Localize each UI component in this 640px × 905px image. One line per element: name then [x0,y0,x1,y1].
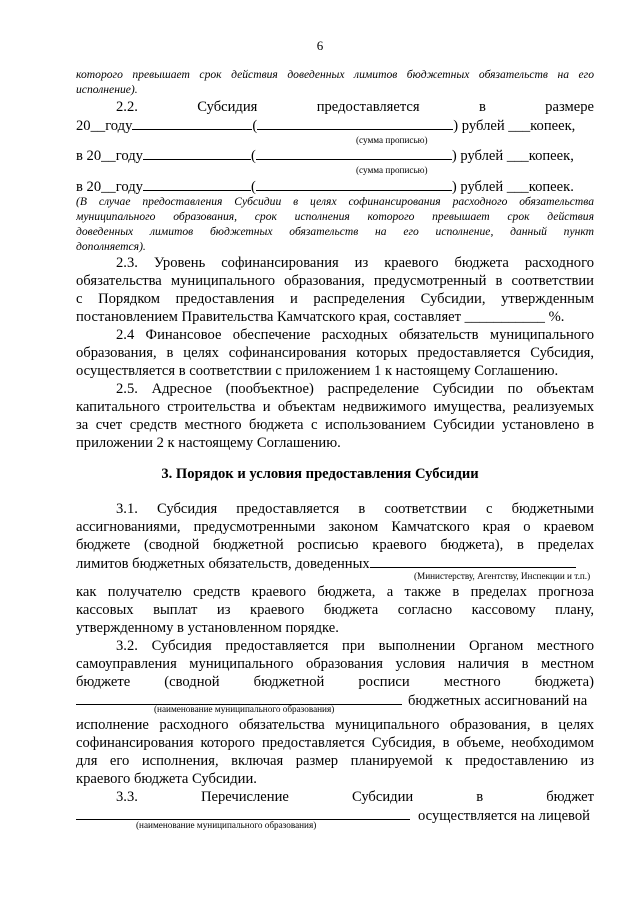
note-line-2: муниципального образования, срок исполнения которого превышает срок действия [76,210,594,223]
rub-kop: ) рублей ___копеек, [453,118,576,134]
amount-blank [132,116,252,130]
mo-caption-2: (наименование муниципального образования) [136,820,317,830]
assign-text: бюджетных ассигнований на [408,693,588,709]
ministry-caption: (Министерству, Агентству, Инспекции и т.п.) [414,571,591,581]
year-label: 20__году [76,118,133,134]
para-3-1-line-5: как получателю средств краевого бюджета, а также в пределах прогноза [76,584,594,600]
paren-open: ( [250,179,256,195]
note-line-3: доведенных лимитов бюджетных обязательств на его исполнение, данный пункт [76,225,594,238]
page-number: 6 [316,38,324,53]
note-line-4: дополняется). [76,240,146,253]
para-3-1-line-2: ассигнованиями, предусмотренными законом Камчатского края о краевом [76,519,594,535]
para-3-2-line-6: софинансирования которого предоставляется Субсидия, в объеме, необходимом [76,735,594,751]
paren-open: ( [252,118,258,134]
para-2-3-line-4: постановлением Правительства Камчатского края, составляет ___________ %. [76,309,565,325]
para-3-2-line-3: бюджете (сводной бюджетной росписи местного бюджета) [76,674,594,690]
limits-text: лимитов бюджетных обязательств, доведенных [76,556,370,572]
italic-line-1: которого превышает срок действия доведенных лимитов бюджетных обязательств на его [76,68,594,81]
para-2-3-line-2: обязательства муниципального образования, предусмотренный в соответствии [76,273,594,289]
para-2-4-line-1: 2.4 Финансовое обеспечение расходных обязательств муниципального [116,327,594,343]
year-label: в 20__году [76,148,143,164]
ministry-blank [370,554,576,568]
para-2-5-line-3: за счет средств местного бюджета с использованием Субсидии установлено в [76,417,594,433]
sum-caption-1: (сумма прописью) [356,135,428,145]
sum-words-blank [256,177,452,191]
mo-blank [76,691,402,705]
sum-words-blank [257,116,453,130]
paren-open: ( [250,148,256,164]
para-3-1-line-6: кассовых выплат из краевого бюджета согласно кассовому плану, [76,602,594,618]
section-3-heading: 3. Порядок и условия предоставления Субсидии [161,466,479,482]
para-2-5-line-2: капитального строительства и объектам недвижимого имущества, реализуемых [76,399,594,415]
sum-caption-2: (сумма прописью) [356,165,428,175]
amount-blank [143,146,251,160]
mo-blank-2 [76,806,410,820]
para-3-1-line-3: бюджете (сводной бюджетной росписью краевого бюджета), в пределах [76,537,594,553]
para-3-2-line-5: исполнение расходного обязательства муниципального образования, в целях [76,717,594,733]
para-2-5-line-4: приложении 2 к настоящему Соглашению. [76,435,341,451]
para-3-2-line-8: краевого бюджета Субсидии. [76,771,257,787]
rub-kop: ) рублей ___копеек, [451,148,574,164]
para-3-2-line-7: для его исполнения, включая размер планируемой к предоставлению из [76,753,594,769]
para-2-3-line-3: с Порядком предоставления и распределения Субсидии, утвержденным [76,291,594,307]
para-3-1-line-7: утвержденному в установленном порядке. [76,620,339,636]
para-2-4-line-2: образования, в целях софинансирования которых предоставляется Субсидия, [76,345,594,361]
amount-blank [143,177,251,191]
para-3-1-line-1: 3.1. Субсидия предоставляется в соответствии с бюджетными [116,501,594,517]
rub-kop: ) рублей ___копеек. [451,179,574,195]
note-line-1: (В случае предоставления Субсидии в целях софинансирования расходного обязательства [76,195,594,208]
para-2-4-line-3: осуществляется в соответствии с приложением 1 к настоящему Соглашению. [76,363,559,379]
para-3-2-line-2: самоуправления муниципального образования условия наличия в местном [76,656,594,672]
para-3-2-line-1: 3.2. Субсидия предоставляется при выполнении Органом местного [116,638,594,654]
amount-row-2 [76,146,594,165]
year-label: в 20__году [76,179,143,195]
amount-row-3 [76,177,594,196]
para-2-2-line-1: 2.2. Субсидия предоставляется в размере [116,99,594,115]
para-2-5-line-1: 2.5. Адресное (пообъектное) распределение Субсидии по объектам [116,381,594,397]
amount-row-1 [76,116,594,135]
italic-line-2: исполнение). [76,83,138,96]
account-text: осуществляется на лицевой [418,808,590,824]
para-3-3-line-1: 3.3. Перечисление Субсидии в бюджет [116,789,594,805]
mo-caption-1: (наименование муниципального образования) [154,704,335,714]
sum-words-blank [256,146,452,160]
para-2-3-line-1: 2.3. Уровень софинансирования из краевого бюджета расходного [116,255,594,271]
